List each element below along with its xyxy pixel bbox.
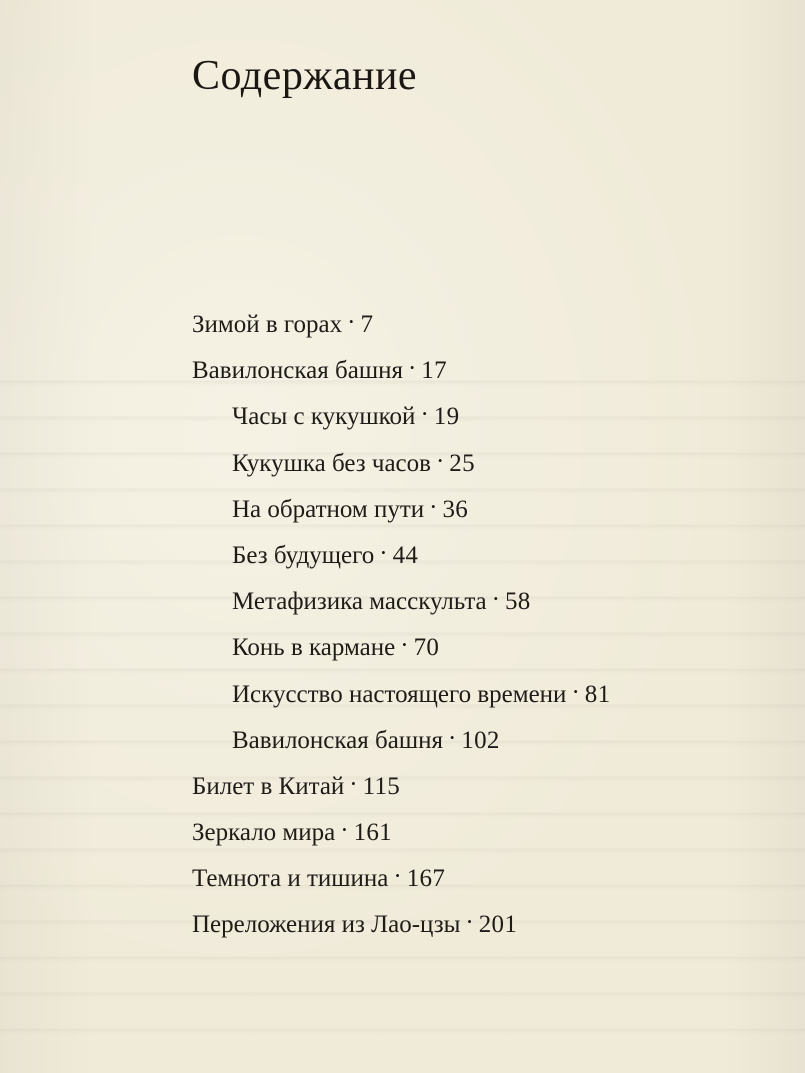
entry-title: Темнота и тишина	[192, 865, 389, 893]
table-of-contents	[0, 302, 805, 949]
entry-title: Билет в Китай	[192, 772, 345, 800]
middle-dot-separator: ·	[340, 817, 349, 845]
entry-title: Без будущего	[232, 541, 375, 569]
toc-subentry	[0, 625, 805, 671]
toc-entry	[0, 902, 805, 948]
page-number: 25	[449, 449, 475, 477]
toc-subentry	[0, 487, 805, 533]
toc-subentry	[0, 718, 805, 764]
page-number: 58	[504, 588, 531, 616]
middle-dot-separator: ·	[400, 632, 409, 660]
page-number: 17	[421, 357, 447, 385]
entry-title: Вавилонская башня	[232, 726, 443, 754]
middle-dot-separator: ·	[465, 909, 474, 937]
entry-title: Искусство настоящего времени	[232, 680, 567, 708]
toc-entry	[0, 810, 805, 856]
entry-title: Переложения из Лао-цзы	[192, 911, 461, 939]
toc-subentry	[0, 394, 805, 440]
middle-dot-separator: ·	[393, 863, 402, 891]
entry-title: Конь в кармане	[232, 634, 396, 662]
page-number: 81	[584, 680, 611, 708]
middle-dot-separator: ·	[379, 539, 388, 567]
toc-subentry	[0, 441, 805, 487]
entry-title: На обратном пути	[232, 495, 425, 523]
page-number: 19	[433, 403, 460, 431]
middle-dot-separator: ·	[349, 770, 358, 798]
middle-dot-separator: ·	[571, 678, 580, 706]
page-number: 167	[406, 865, 446, 893]
toc-entry	[0, 764, 805, 810]
page-number: 44	[392, 541, 419, 569]
entry-title: Метафизика масскульта	[232, 588, 487, 616]
middle-dot-separator: ·	[429, 493, 438, 521]
page-number: 115	[362, 772, 401, 800]
toc-subentry	[0, 579, 805, 625]
middle-dot-separator: ·	[491, 586, 500, 614]
middle-dot-separator: ·	[435, 447, 445, 475]
page-number: 102	[461, 726, 500, 754]
page-number: 7	[360, 311, 374, 338]
page-number: 201	[478, 911, 518, 939]
toc-subentry	[0, 533, 805, 579]
page-number: 36	[442, 495, 469, 523]
toc-entry	[0, 302, 805, 348]
entry-title: Кукушка без часов	[232, 449, 431, 477]
middle-dot-separator: ·	[407, 355, 417, 383]
middle-dot-separator: ·	[420, 401, 429, 429]
page-number: 161	[353, 819, 392, 847]
entry-title: Зеркало мира	[192, 819, 336, 847]
toc-entry	[0, 856, 805, 902]
entry-title: Часы с кукушкой	[232, 403, 416, 431]
middle-dot-separator: ·	[347, 309, 356, 336]
entry-title: Зимой в горах	[192, 311, 343, 338]
toc-entry	[0, 348, 805, 394]
toc-subentry	[0, 672, 805, 718]
page-number: 70	[413, 634, 440, 662]
entry-title: Вавилонская башня	[192, 357, 403, 385]
middle-dot-separator: ·	[447, 724, 457, 752]
page-title: Содержание	[192, 53, 418, 99]
